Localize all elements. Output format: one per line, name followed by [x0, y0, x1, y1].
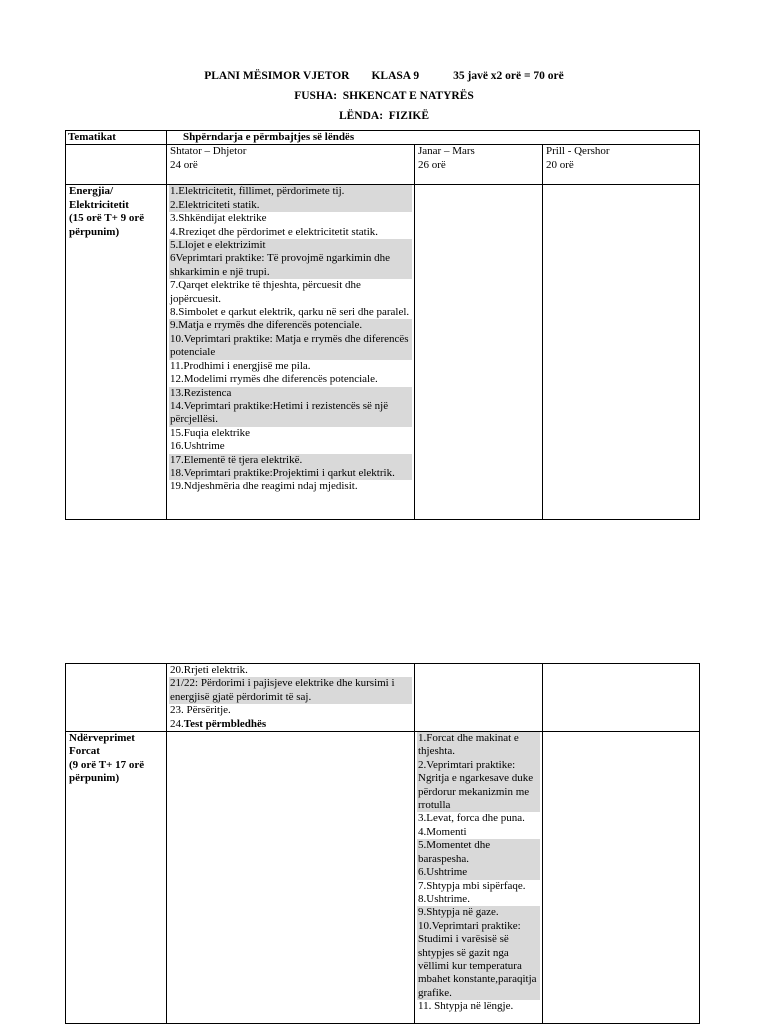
lesson-item: 14.Veprimtari praktike:Hetimi i rezistencës së një përcjellësi.: [169, 400, 412, 427]
lesson-number: 24.: [170, 717, 184, 730]
period-cell-3: [543, 145, 700, 185]
lesson-item: 6.Ushtrime: [417, 866, 540, 879]
plan-table-1: [65, 130, 700, 520]
lesson-item: 7.Qarqet elektrike të thjeshta, përcuesit dhe jopërcuesit.: [170, 279, 361, 305]
class-label: KLASA 9: [371, 70, 420, 82]
lesson-item: 19.Ndjeshmëria dhe reagimi ndaj mjedisit.: [170, 480, 358, 493]
lesson-item: 2.Elektriciteti statik.: [169, 199, 412, 212]
content-cell-term1: [167, 732, 415, 1024]
lesson-item: 8.Ushtrime.: [418, 892, 470, 905]
empty-cell: [66, 664, 167, 732]
lesson-item: 18.Veprimtari praktike:Projektimi i qarkut elektrik.: [169, 467, 412, 480]
plan-title: PLANI MËSIMOR VJETOR: [204, 70, 350, 82]
topic-line: (15 orë T+ 9 orë: [69, 212, 145, 225]
lesson-item: 21/22: Përdorimi i pajisjeve elektrike dhe kursimi i energjisë gjatë përdorimit të saj.: [169, 677, 412, 704]
lesson-item: 3.Shkëndijat elektrike: [170, 212, 267, 225]
lesson-item: 23. Përsëritje.: [170, 704, 231, 717]
topic-line: Ndërveprimet: [69, 732, 135, 745]
topic-cell-forces: [66, 732, 167, 1024]
lesson-item: 11. Shtypja në lëngje.: [418, 1000, 514, 1013]
content-cell-term3: [543, 185, 700, 520]
lesson-item: 7.Shtypja mbi sipërfaqe.: [418, 879, 526, 892]
period-name: Shtator – Dhjetor: [170, 145, 247, 158]
period-cell-2: [415, 145, 543, 185]
content-cell-term1: [167, 185, 415, 520]
lesson-item: 17.Elementë të tjera elektrikë.: [169, 454, 412, 467]
lesson-item: 11.Prodhimi i energjisë me pila.: [170, 359, 311, 372]
lesson-item: 1.Elektricitetit, fillimet, përdorimete tij.: [169, 185, 412, 198]
lesson-item: 3.Levat, forca dhe puna.: [418, 812, 525, 825]
content-cell-term2: [415, 732, 543, 1024]
lesson-item: 2.Veprimtari praktike: Ngritja e ngarkesave duke përdorur mekanizmin me rrotulla: [417, 759, 540, 813]
period-name: Janar – Mars: [418, 145, 475, 158]
lesson-item: 10.Veprimtari praktike: Matja e rrymës dhe diferencës potenciale: [169, 333, 412, 360]
subject-title: LËNDA: FIZIKË: [338, 110, 430, 122]
lesson-item: [169, 718, 412, 731]
document-title-line: [0, 69, 768, 83]
period-hours: 24 orë: [170, 158, 198, 171]
lesson-item: 5.Momentet dhe baraspesha.: [417, 839, 540, 866]
lesson-item: 10.Veprimtari praktike: Studimi i varësisë së shtypjes së gazit nga vëllimi kur temperatura mbahet konstante,paraqitja grafike.: [417, 920, 540, 1000]
lesson-item: 1.Forcat dhe makinat e thjeshta.: [417, 732, 540, 759]
content-cell-term3: [543, 732, 700, 1024]
topic-line: Forcat: [69, 745, 100, 758]
topic-line: përpunim): [69, 225, 120, 238]
header-topics: Tematikat: [66, 131, 167, 145]
period-hours: 20 orë: [546, 158, 574, 171]
empty-cell: [543, 664, 700, 732]
lesson-item: 20.Rrjeti elektrik.: [170, 664, 248, 676]
header-distribution: Shpërndarja e përmbajtjes së lëndës: [167, 131, 700, 145]
lesson-item: 4.Momenti: [418, 825, 467, 838]
period-cell-1: [167, 145, 415, 185]
lesson-item: 6Veprimtari praktike: Të provojmë ngarkimin dhe shkarkimin e një trupi.: [169, 252, 412, 279]
period-hours: 26 orë: [418, 158, 446, 171]
topic-line: (9 orë T+ 17 orë: [69, 758, 145, 771]
lesson-item: 15.Fuqia elektrike: [170, 426, 251, 439]
summary-test-label: Test përmbledhës: [183, 717, 267, 730]
lesson-item: 8.Simbolet e qarkut elektrik, qarku në seri dhe paralel.: [170, 306, 410, 319]
lesson-item: 4.Rreziqet dhe përdorimet e elektricitetit statik.: [170, 225, 379, 238]
topic-cell-electricity: [66, 185, 167, 520]
lesson-item: 13.Rezistenca: [169, 387, 412, 400]
field-title: FUSHA: SHKENCAT E NATYRËS: [294, 90, 474, 102]
hours-label: 35 javë x2 orë = 70 orë: [453, 70, 564, 82]
period-name: Prill - Qershor: [546, 145, 610, 158]
content-cell-term1-cont: [167, 664, 415, 732]
empty-cell: [415, 664, 543, 732]
empty-cell: [66, 145, 167, 185]
topic-line: përpunim): [69, 772, 120, 785]
content-cell-term2: [415, 185, 543, 520]
lesson-item: 12.Modelimi rrymës dhe diferencës potenciale.: [170, 373, 378, 386]
topic-line: Elektricitetit: [69, 198, 129, 211]
lesson-item: 5.Llojet e elektrizimit: [169, 239, 412, 252]
lesson-item: 16.Ushtrime: [170, 440, 225, 453]
topic-line: Energjia/: [69, 185, 113, 198]
plan-table-2: [65, 663, 700, 1024]
lesson-item: 9.Shtypja në gaze.: [417, 906, 540, 919]
lesson-item: 9.Matja e rrymës dhe diferencës potenciale.: [169, 319, 412, 332]
